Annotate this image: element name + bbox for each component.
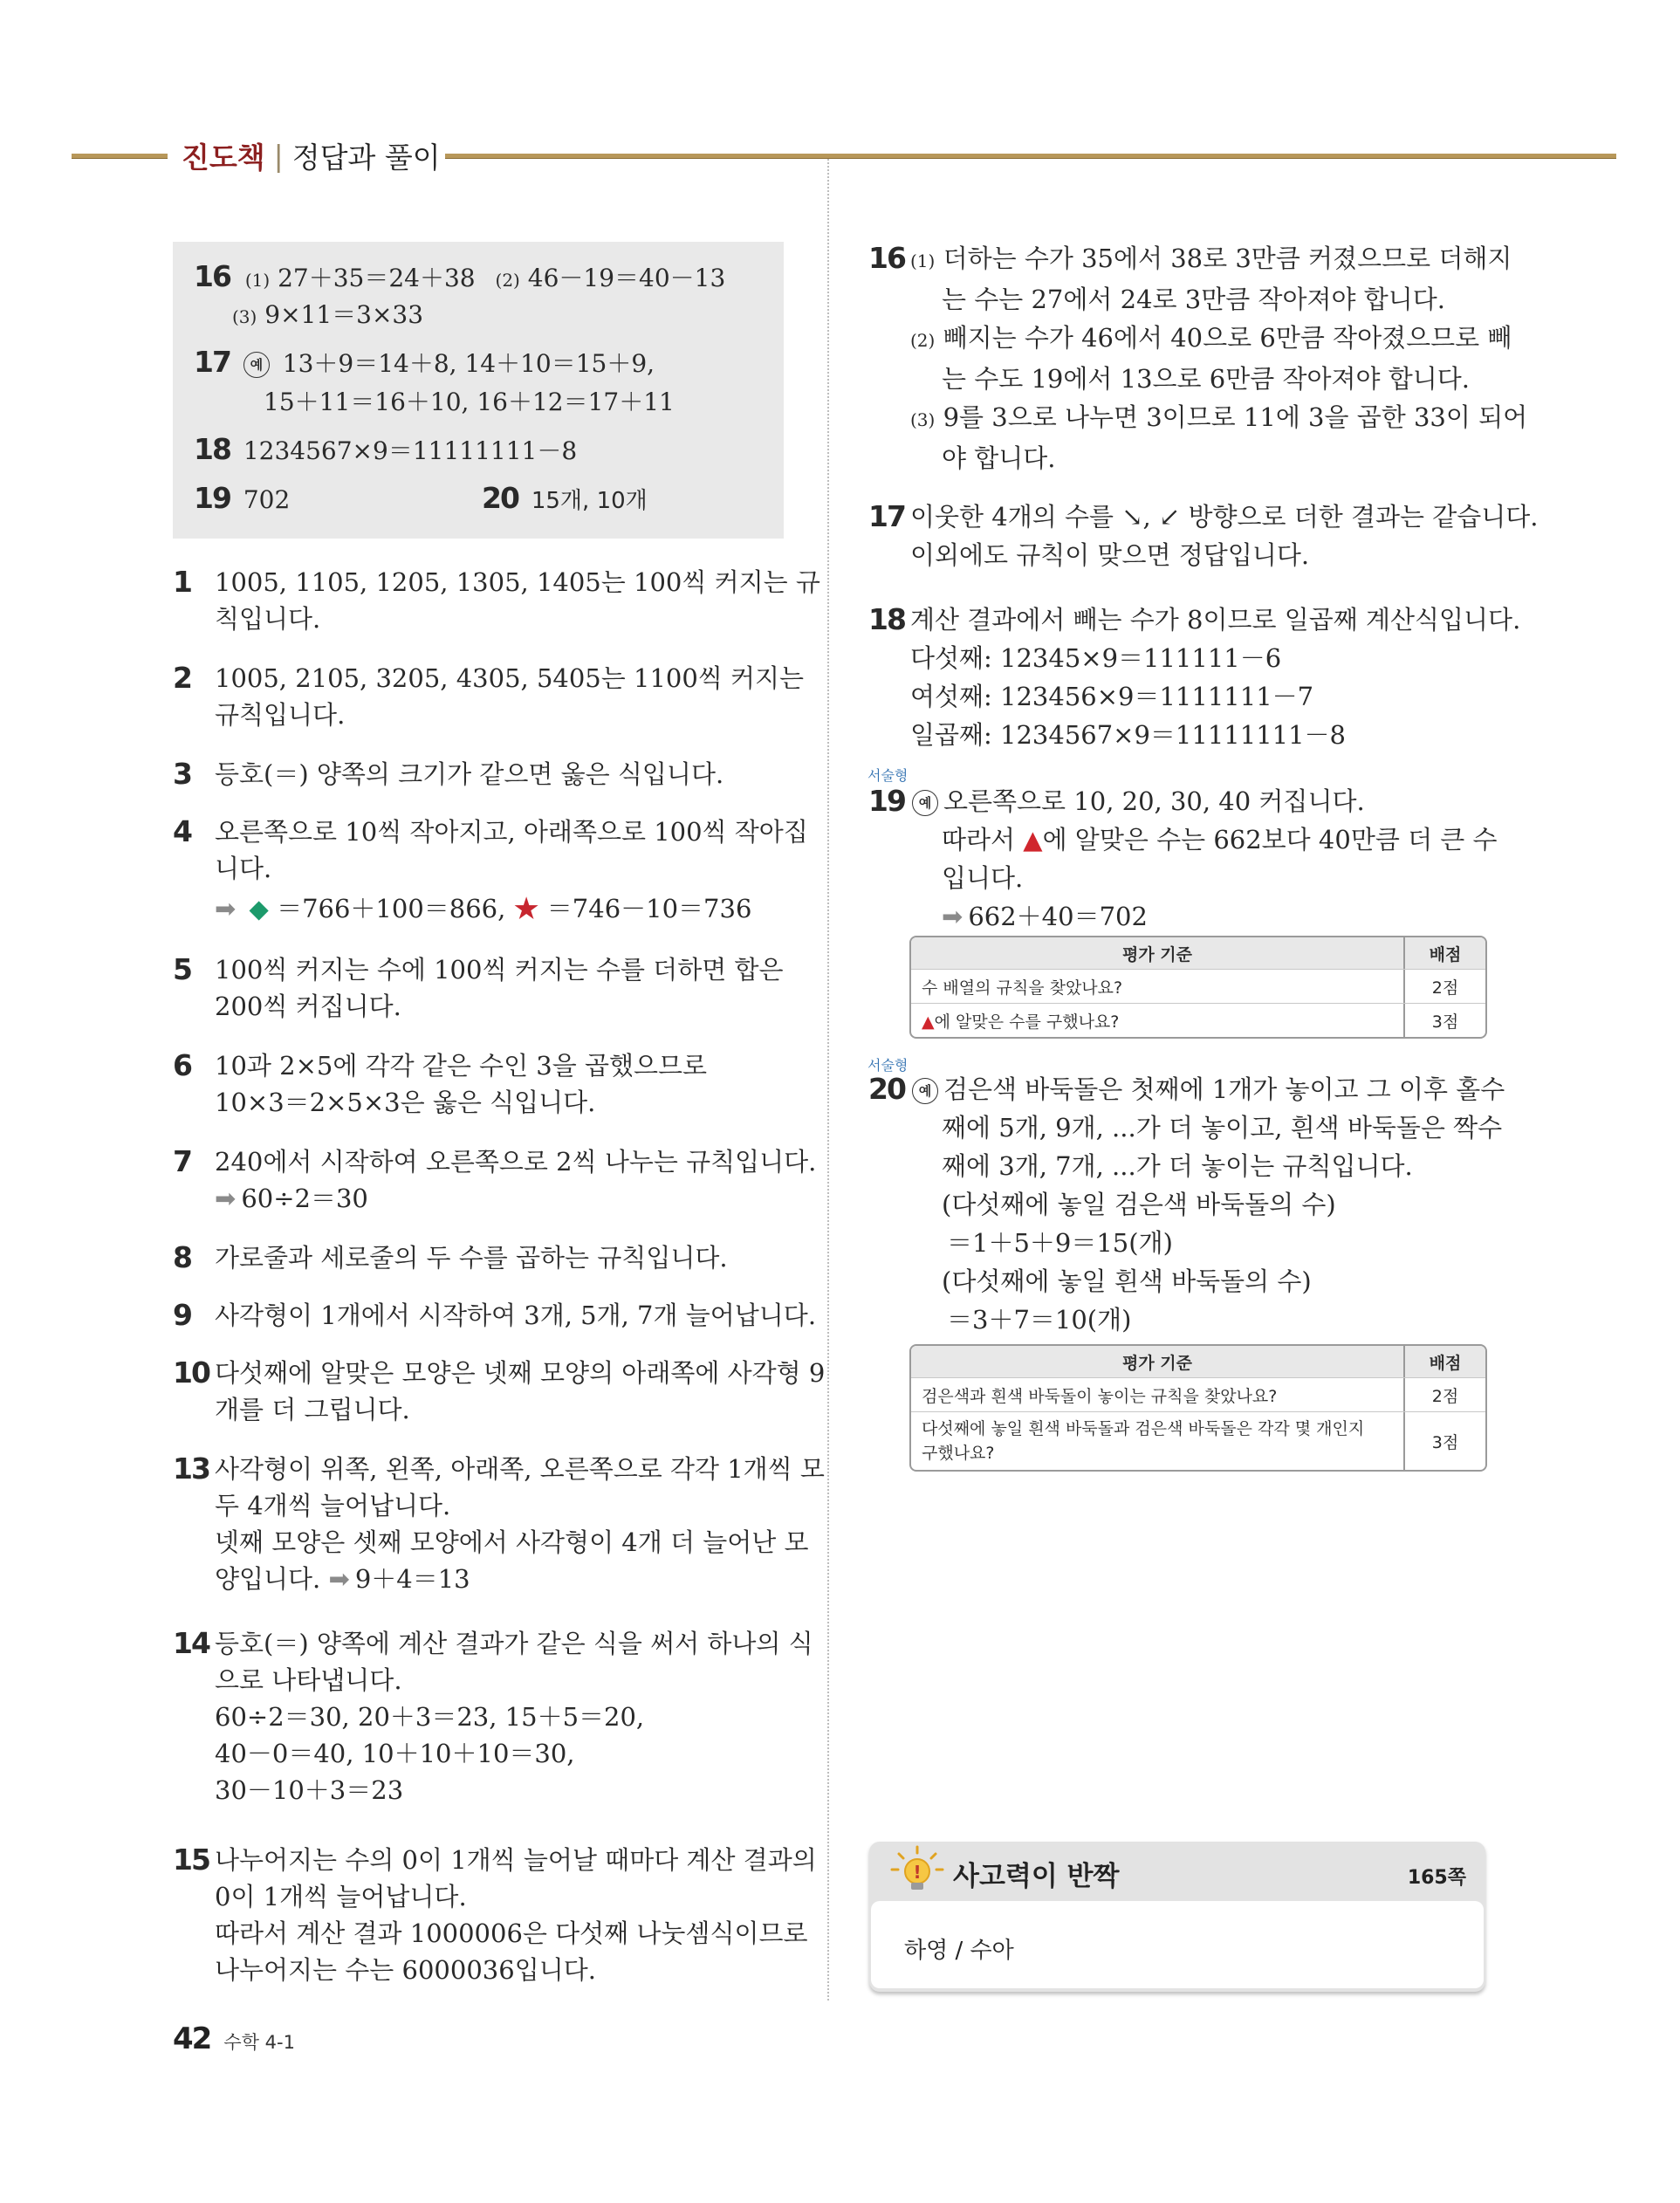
- column-divider: [827, 159, 829, 2001]
- solution-8: [173, 1239, 789, 1276]
- arrow-icon: ➡: [328, 1564, 350, 1594]
- answer-16: [194, 259, 725, 294]
- solution-number: 4: [173, 814, 191, 848]
- solution-line: 등호(＝) 양쪽에 계산 결과가 같은 식을 써서 하나의 식: [215, 1629, 813, 1658]
- solution-line: 가로줄과 세로줄의 두 수를 곱하는 규칙입니다.: [215, 1243, 728, 1273]
- solution-number: 7: [173, 1144, 191, 1178]
- solution-r19: [868, 782, 1498, 936]
- solution-line: [215, 1180, 789, 1217]
- solution-line: 야 합니다.: [942, 443, 1056, 473]
- answer-18: [194, 432, 577, 467]
- solution-line: 1005, 1105, 1205, 1305, 1405는 100씩 커지는 규: [215, 567, 820, 597]
- book-title: 수학 4-1: [223, 2032, 295, 2053]
- solution-3: [173, 756, 789, 793]
- table-header: 배점: [1403, 1346, 1485, 1377]
- solution-line: 다섯째: 12345×9＝111111－6: [910, 643, 1282, 673]
- answer-number: 18: [194, 432, 230, 466]
- arrow-icon: ➡: [215, 1184, 237, 1213]
- solution-7: [173, 1143, 817, 1217]
- header-rule-left: [72, 154, 168, 159]
- solution-line: 는 수도 19에서 13으로 6만큼 작아져야 합니다.: [942, 364, 1471, 394]
- solution-line: 넷째 모양은 셋째 모양에서 사각형이 4개 더 늘어난 모: [215, 1527, 809, 1557]
- table-cell: 2점: [1403, 970, 1485, 1003]
- solution-14: [173, 1625, 813, 1808]
- solution-number: 3: [173, 757, 191, 791]
- essay-type-tag: 서술형: [867, 1057, 909, 1074]
- solution-line: 니다.: [215, 854, 272, 883]
- solution-line: [910, 239, 1512, 280]
- solution-text: 더하는 수가 35에서 38로 3만큼 커졌으므로 더해지: [943, 244, 1512, 273]
- answer-summary-box: [173, 242, 784, 539]
- answer-text: 27＋35＝24＋38: [278, 264, 476, 292]
- example-mark: 예: [243, 352, 270, 378]
- answer-number: 20: [482, 481, 518, 515]
- solution-number: 19: [868, 784, 905, 818]
- answer-number: 17: [194, 345, 230, 379]
- page-number: 42: [173, 2021, 211, 2056]
- header-section: 정답과 풀이: [291, 140, 441, 175]
- solution-line: 이웃한 4개의 수를 ↘, ↙ 방향으로 더한 결과는 같습니다.: [910, 502, 1539, 532]
- solution-line: [912, 782, 1488, 820]
- solution-text: 9＋4＝13: [354, 1564, 470, 1594]
- essay-type-tag: 서술형: [867, 767, 909, 784]
- solution-number: 5: [173, 952, 191, 986]
- solution-line: 여섯째: 123456×9＝1111111－7: [910, 682, 1314, 711]
- solution-line: 30－10＋3＝23: [215, 1775, 404, 1805]
- solution-line: 10×3＝2×5×3은 옳은 식입니다.: [215, 1088, 596, 1117]
- solution-r17: [868, 498, 1539, 574]
- table-header: 배점: [1403, 937, 1485, 969]
- solution-line: 두 4개씩 늘어납니다.: [215, 1491, 451, 1520]
- solution-line: 60÷2＝30, 20＋3＝23, 15＋5＝20,: [215, 1702, 645, 1732]
- answer-text: 15＋11＝16＋10, 16＋12＝17＋11: [264, 388, 675, 416]
- solution-line: 사각형이 위쪽, 왼쪽, 아래쪽, 오른쪽으로 각각 1개씩 모: [215, 1454, 825, 1484]
- solution-line: 따라서 계산 결과 1000006은 다섯째 나눗셈식이므로: [215, 1918, 808, 1948]
- solution-line: 100씩 커지는 수에 100씩 커지는 수를 더하면 합은: [215, 955, 784, 985]
- solution-number: 9: [173, 1298, 191, 1332]
- table-cell-text: 다섯째에 놓일 흰색 바둑돌과 검은색 바둑돌은 각각 몇 개인지: [922, 1419, 1365, 1438]
- answer-19: [194, 481, 290, 515]
- solution-4: [173, 813, 808, 927]
- solution-line: 개를 더 그립니다.: [215, 1395, 410, 1424]
- answer-20: [482, 481, 648, 515]
- answer-text: 1234567×9＝11111111－8: [243, 436, 578, 465]
- solution-line: 는 수는 27에서 24로 3만큼 작아져야 합니다.: [942, 285, 1445, 314]
- answer-17-line2: [264, 383, 675, 418]
- star-icon: ★: [513, 894, 539, 923]
- thinking-box: [869, 1842, 1485, 1992]
- solution-number: 13: [173, 1452, 209, 1486]
- solution-line: 칙입니다.: [215, 604, 321, 634]
- solution-line: 240에서 시작하여 오른쪽으로 2씩 나누는 규칙입니다.: [215, 1147, 817, 1177]
- table-header: 평가 기준: [1121, 944, 1193, 964]
- solution-text: 662＋40＝702: [968, 902, 1148, 931]
- triangle-icon: ▲: [1023, 825, 1043, 854]
- table-cell: 3점: [1403, 1004, 1485, 1037]
- solution-line: 등호(＝) 양쪽의 크기가 같으면 옳은 식입니다.: [215, 759, 724, 789]
- solution-text: 9를 3으로 나누면 3이므로 11에 3을 곱한 33이 되어: [943, 402, 1528, 432]
- part-marker: (2): [495, 270, 520, 291]
- answer-number: 16: [194, 259, 230, 293]
- solution-text: 오른쪽으로 10, 20, 30, 40 커집니다.: [943, 786, 1365, 816]
- solution-number: 2: [173, 661, 191, 695]
- solution-line: 40－0＝40, 10＋10＋10＝30,: [215, 1739, 575, 1768]
- solution-line: (다섯째에 놓일 흰색 바둑돌의 수): [942, 1266, 1312, 1296]
- arrow-icon: ➡: [942, 902, 963, 931]
- solution-line: 째에 3개, 7개, ...가 더 놓이는 규칙입니다.: [942, 1151, 1413, 1181]
- solution-text: 양입니다.: [215, 1564, 321, 1594]
- solution-text: 빼지는 수가 46에서 40으로 6만큼 작아졌으므로 빼: [943, 323, 1512, 353]
- solution-5: [173, 951, 789, 1025]
- part-marker: (3): [910, 409, 936, 430]
- part-marker: (2): [910, 330, 936, 351]
- solution-line: 나누어지는 수는 6000036입니다.: [215, 1955, 596, 1985]
- solution-text: 검은색 바둑돌은 첫째에 1개가 놓이고 그 이후 홀수: [943, 1074, 1505, 1104]
- solution-line: [912, 1070, 1505, 1108]
- solution-number: 14: [173, 1626, 209, 1660]
- solution-text: ＝746－10＝736: [546, 894, 752, 923]
- solution-line: 입니다.: [942, 863, 1024, 893]
- solution-10: [173, 1355, 826, 1428]
- thinking-box-title: 사고력이 반짝: [953, 1861, 1120, 1892]
- solution-number: 6: [173, 1048, 191, 1082]
- solution-line: 나누어지는 수의 0이 1개씩 늘어날 때마다 계산 결과의: [215, 1845, 817, 1875]
- solution-line: [910, 398, 1528, 439]
- header-rule-right: [445, 154, 1616, 159]
- page-footer: [173, 2021, 295, 2056]
- solution-1: [173, 564, 820, 637]
- evaluation-table-19: [909, 936, 1487, 1039]
- solution-line: (다섯째에 놓일 검은색 바둑돌의 수): [942, 1190, 1336, 1219]
- answer-text: 13＋9＝14＋8, 14＋10＝15＋9,: [282, 349, 655, 378]
- solution-line: 규칙입니다.: [215, 700, 346, 730]
- header-title: [182, 131, 441, 180]
- part-marker: (3): [232, 306, 257, 327]
- solution-6: [173, 1047, 789, 1121]
- table-cell: [911, 1417, 1403, 1465]
- answer-text: 46－19＝40－13: [527, 264, 726, 292]
- page-header: [72, 131, 1616, 180]
- arrow-icon: ➡: [215, 894, 237, 923]
- solution-2: [173, 660, 805, 733]
- evaluation-table-20: [909, 1344, 1487, 1472]
- solution-line: 오른쪽으로 10씩 작아지고, 아래쪽으로 100씩 작아집: [215, 817, 808, 847]
- solution-number: 15: [173, 1843, 209, 1877]
- solution-number: 8: [173, 1240, 191, 1274]
- solution-line: 이외에도 규칙이 맞으면 정답입니다.: [910, 540, 1310, 570]
- table-cell: 3점: [1403, 1412, 1485, 1470]
- solution-line: ＝3＋7＝10(개): [947, 1305, 1132, 1335]
- table-header: 평가 기준: [1121, 1353, 1193, 1373]
- header-book: 진도책: [182, 140, 265, 175]
- answer-17: [194, 345, 655, 380]
- answer-16-part3: [232, 296, 423, 331]
- solution-line: 다섯째에 알맞은 모양은 넷째 모양의 아래쪽에 사각형 9: [215, 1358, 826, 1388]
- solution-line: 200씩 커집니다.: [215, 992, 401, 1021]
- answer-number: 19: [194, 481, 230, 515]
- solution-line: [215, 1561, 789, 1597]
- part-marker: (1): [244, 270, 271, 291]
- solution-line: 일곱째: 1234567×9＝11111111－8: [910, 720, 1346, 750]
- solution-13: [173, 1451, 825, 1597]
- table-cell: 수 배열의 규칙을 찾았나요?: [922, 978, 1123, 998]
- part-marker: (1): [910, 250, 936, 271]
- header-separator: |: [273, 138, 284, 173]
- solution-9: [173, 1297, 817, 1334]
- solution-number: 17: [868, 499, 905, 533]
- solution-text: ＝766＋100＝866,: [277, 894, 514, 923]
- table-cell: [911, 1009, 1403, 1033]
- solution-line: 계산 결과에서 빼는 수가 8이므로 일곱째 계산식입니다.: [910, 605, 1521, 635]
- solution-line: ＝1＋5＋9＝15(개): [947, 1228, 1173, 1258]
- solution-line: 사각형이 1개에서 시작하여 3개, 5개, 7개 늘어납니다.: [215, 1301, 817, 1330]
- thinking-box-page: 165쪽: [1407, 1867, 1466, 1889]
- example-mark: 예: [912, 790, 938, 816]
- solution-line: 1005, 2105, 3205, 4305, 5405는 1100씩 커지는: [215, 663, 805, 693]
- solution-line: [910, 319, 1512, 360]
- solution-line: [942, 820, 1498, 859]
- answer-text: 702: [243, 485, 291, 514]
- solution-text: 60÷2＝30: [241, 1184, 368, 1213]
- solution-number: 18: [868, 602, 905, 636]
- solution-15: [173, 1842, 817, 1988]
- answer-text: 15개, 10개: [531, 488, 648, 514]
- solution-r20: [868, 1070, 1505, 1339]
- diamond-icon: ◆: [249, 894, 269, 923]
- solution-line: 0이 1개씩 늘어납니다.: [215, 1882, 467, 1911]
- solution-r16: [868, 239, 1528, 477]
- table-cell: 검은색과 흰색 바둑돌이 놓이는 규칙을 찾았나요?: [922, 1386, 1278, 1406]
- solution-text: 에 알맞은 수는 662보다 40만큼 더 큰 수: [1042, 825, 1498, 854]
- table-cell-text: 에 알맞은 수를 구했나요?: [934, 1012, 1120, 1032]
- table-cell: 2점: [1403, 1378, 1485, 1411]
- solution-number: 20: [868, 1072, 905, 1106]
- solution-line: [942, 897, 1488, 936]
- table-cell-text: 구했나요?: [922, 1444, 995, 1463]
- solution-line: 째에 5개, 9개, ...가 더 놓이고, 흰색 바둑돌은 짝수: [942, 1113, 1503, 1143]
- example-mark: 예: [912, 1078, 938, 1104]
- solution-line: 으로 나타냅니다.: [215, 1665, 402, 1695]
- lightbulb-icon: [887, 1845, 948, 1898]
- triangle-icon: ▲: [922, 1012, 935, 1032]
- solution-number: 1: [173, 565, 191, 599]
- thinking-box-answer: 하영 / 수아: [904, 1938, 1014, 1964]
- solution-number: 16: [868, 241, 905, 275]
- solution-number: 10: [173, 1355, 209, 1390]
- svg-text:!: !: [913, 1862, 922, 1883]
- answer-text: 9×11＝3×33: [264, 300, 424, 329]
- solution-line: 10과 2×5에 각각 같은 수인 3을 곱했으므로: [215, 1051, 708, 1081]
- solution-r18: [868, 601, 1521, 754]
- solution-text: 따라서: [942, 825, 1024, 854]
- solution-line: [215, 890, 789, 927]
